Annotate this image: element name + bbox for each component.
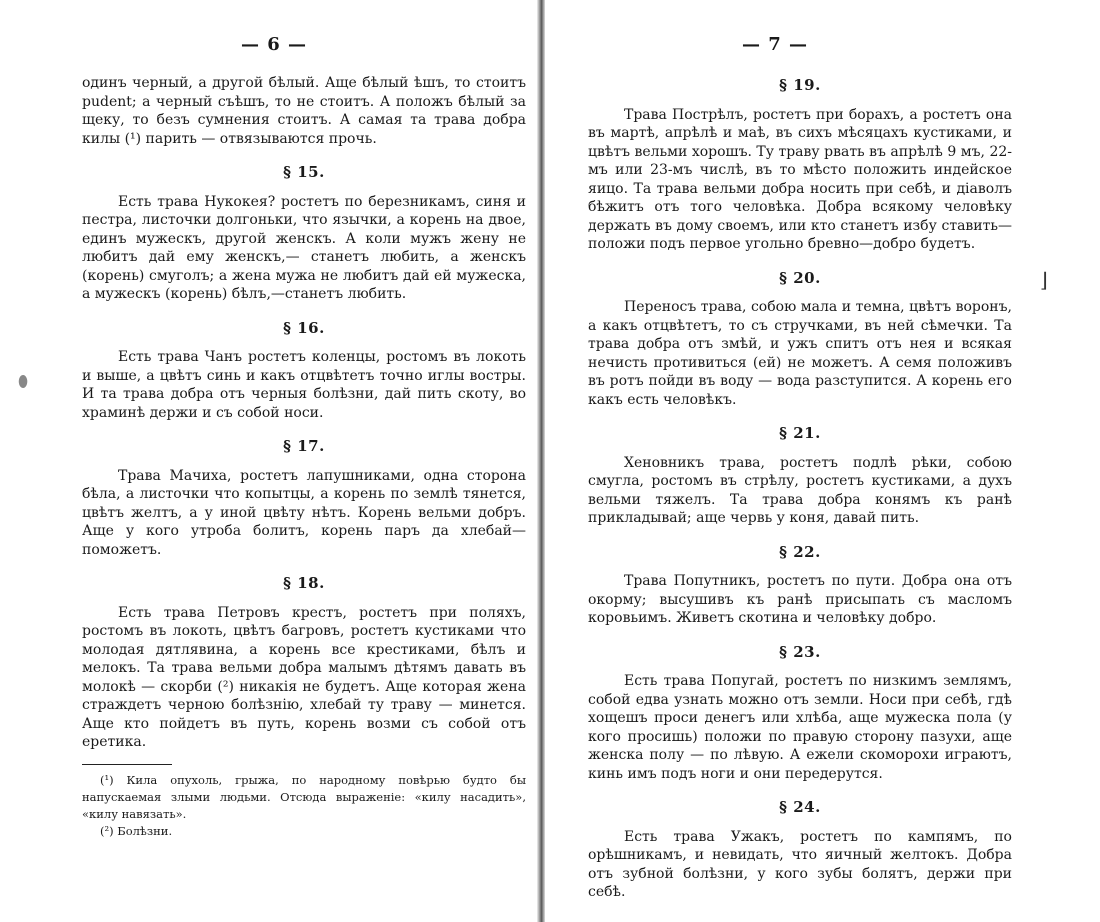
section-heading-17: § 17. (283, 437, 325, 455)
section-text-17: Трава Мачиха, ростетъ лапушниками, одна сторона бѣла, а листочки что копытцы, а корень по землѣ тянется, цвѣтъ желтъ, а у иной цвѣту нѣтъ. Корень вельми добръ. Аще у кого утроба болитъ, корень паръ да хлебай—поможетъ. (82, 467, 526, 558)
footnote-2: (²) Болѣзни. (100, 823, 173, 838)
section-heading-16: § 16. (283, 318, 325, 337)
page-number-right: — 7 — (741, 34, 809, 55)
book-gutter (537, 0, 545, 922)
page-blemish: ⬮ (18, 372, 29, 391)
section-text-21: Хеновникъ трава, ростетъ подлѣ рѣки, собою смугла, ростомъ въ стрѣлу, ростетъ кустиками, а духъ вельми тяжелъ. Та трава добра конямъ къ ранѣ прикладывай; аще червь у коня, давай пить. (588, 454, 1012, 526)
section-text-18: Есть трава Петровъ крестъ, ростетъ при поляхъ, ростомъ въ локоть, цвѣтъ багровъ, ростетъ кустиками что молодая дятлявина, а корень все крестиками, бѣлъ и мелокъ. Та трава вельми добра малымъ дѣтямъ давать въ молокѣ — скорби (²) никакія не будетъ. Аще которая жена страждетъ черною болѣзнію, хлебай ту траву — минется. Аще кто пойдетъ въ путь, корень возми съ собой отъ еретика. (82, 604, 526, 750)
section-heading-24: § 24. (779, 798, 821, 816)
margin-mark: ⌋ (1040, 268, 1048, 292)
section-heading-22: § 22. (779, 542, 821, 561)
section-heading-19: § 19. (779, 76, 821, 94)
section-text-24: Есть трава Ужакъ, ростетъ по кампямъ, по орѣшникамъ, и невидать, что яичный желтокъ. Добра отъ зубной болѣзни, у кого зубы болятъ, держи при себѣ. (588, 828, 1012, 900)
section-text-23: Есть трава Попугай, ростетъ по низкимъ землямъ, собой едва узнать можно отъ земли. Носи при себѣ, гдѣ хощешъ проси денегъ или хлѣба, аще мужеска пола (у кого просишь) положи по правую сторону пазухи, аще женска полу — по лѣвую. А ежели скоморохи играютъ, кинь имъ подъ ноги и они передерутся. (588, 673, 1012, 782)
section-text-19: Трава Пострѣлъ, ростетъ при борахъ, а ростетъ она въ мартѣ, апрѣлѣ и маѣ, въ сихъ мѣсяцахъ кустиками, и цвѣтъ вельми хорошъ. Ту траву рвать въ апрѣлѣ 9 мъ, 22-мъ или 23-мъ числѣ, въ то мѣсто положить индейское яицо. Та трава вельми добра носить при себѣ, и діаволъ бѣжитъ отъ того человѣка. Добра всякому человѣку держать въ дому своемъ, или кто станетъ избу ставить—положи подъ первое угольно бревно—добро будетъ. (588, 106, 1012, 252)
page-number-left: — 6 — (240, 34, 308, 55)
page-left (82, 34, 526, 840)
section-text-22: Трава Попутникъ, ростетъ по пути. Добра она отъ окорму; высушивъ къ ранѣ присыпать съ масломъ коровьимъ. Живетъ скотина и человѣку добро. (588, 573, 1012, 626)
section-heading-15: § 15. (283, 163, 325, 181)
section-heading-18: § 18. (283, 574, 325, 592)
section-text-20: Переносъ трава, собою мала и темна, цвѣтъ воронъ, а какъ отцвѣтетъ, то съ стручками, въ ней сѣмечки. Та трава добра отъ змѣй, и ужъ спитъ отъ нея и всякая нечисть противиться (ей) не можетъ. А семя положивъ въ ротъ пойди въ воду — вода разступится. А корень его какъ есть человѣкъ. (588, 299, 1012, 408)
section-heading-23: § 23. (779, 642, 821, 661)
section-text-15: Есть трава Нукокея? ростетъ по березникамъ, синя и пестра, листочки долгоньки, что язычки, а корень на двое, единъ мужескъ, другой женскъ. А коли мужъ жену не любитъ дай ему женскъ,— станетъ любить, а женскъ (корень) смуголъ; а жена мужа не любитъ дай ей мужеска, а мужескъ (корень) бѣлъ,—станетъ любить. (82, 193, 526, 302)
page-right (588, 34, 1012, 902)
section-heading-21: § 21. (779, 424, 821, 442)
footnote-1: (¹) Кила опухоль, грыжа, по народному повѣрью будто бы напускаемая злыми людьми. Отсюда выраженіе: «килу насадить», «килу навязать». (82, 772, 526, 821)
section-text-16: Есть трава Чанъ ростетъ коленцы, ростомъ въ локоть и выше, а цвѣтъ синь и какъ отцвѣтетъ точно иглы востры. И та трава добра отъ черныя болѣзни, дай пить скоту, во храминѣ держи и съ собой носи. (82, 349, 526, 421)
footnote-rule (82, 764, 172, 765)
section-heading-20: § 20. (779, 268, 821, 287)
right-page-text (588, 76, 1012, 902)
continued-paragraph: одинъ черный, а другой бѣлый. Аще бѣлый ѣшъ, то стоитъ pudent; а черный съѣшъ, то не стоитъ. А положъ бѣлый за щеку, то безъ сумнения стоитъ. А самая та трава добра килы (¹) парить — отвязываются прочь. (82, 75, 526, 147)
left-page-text (82, 74, 526, 752)
